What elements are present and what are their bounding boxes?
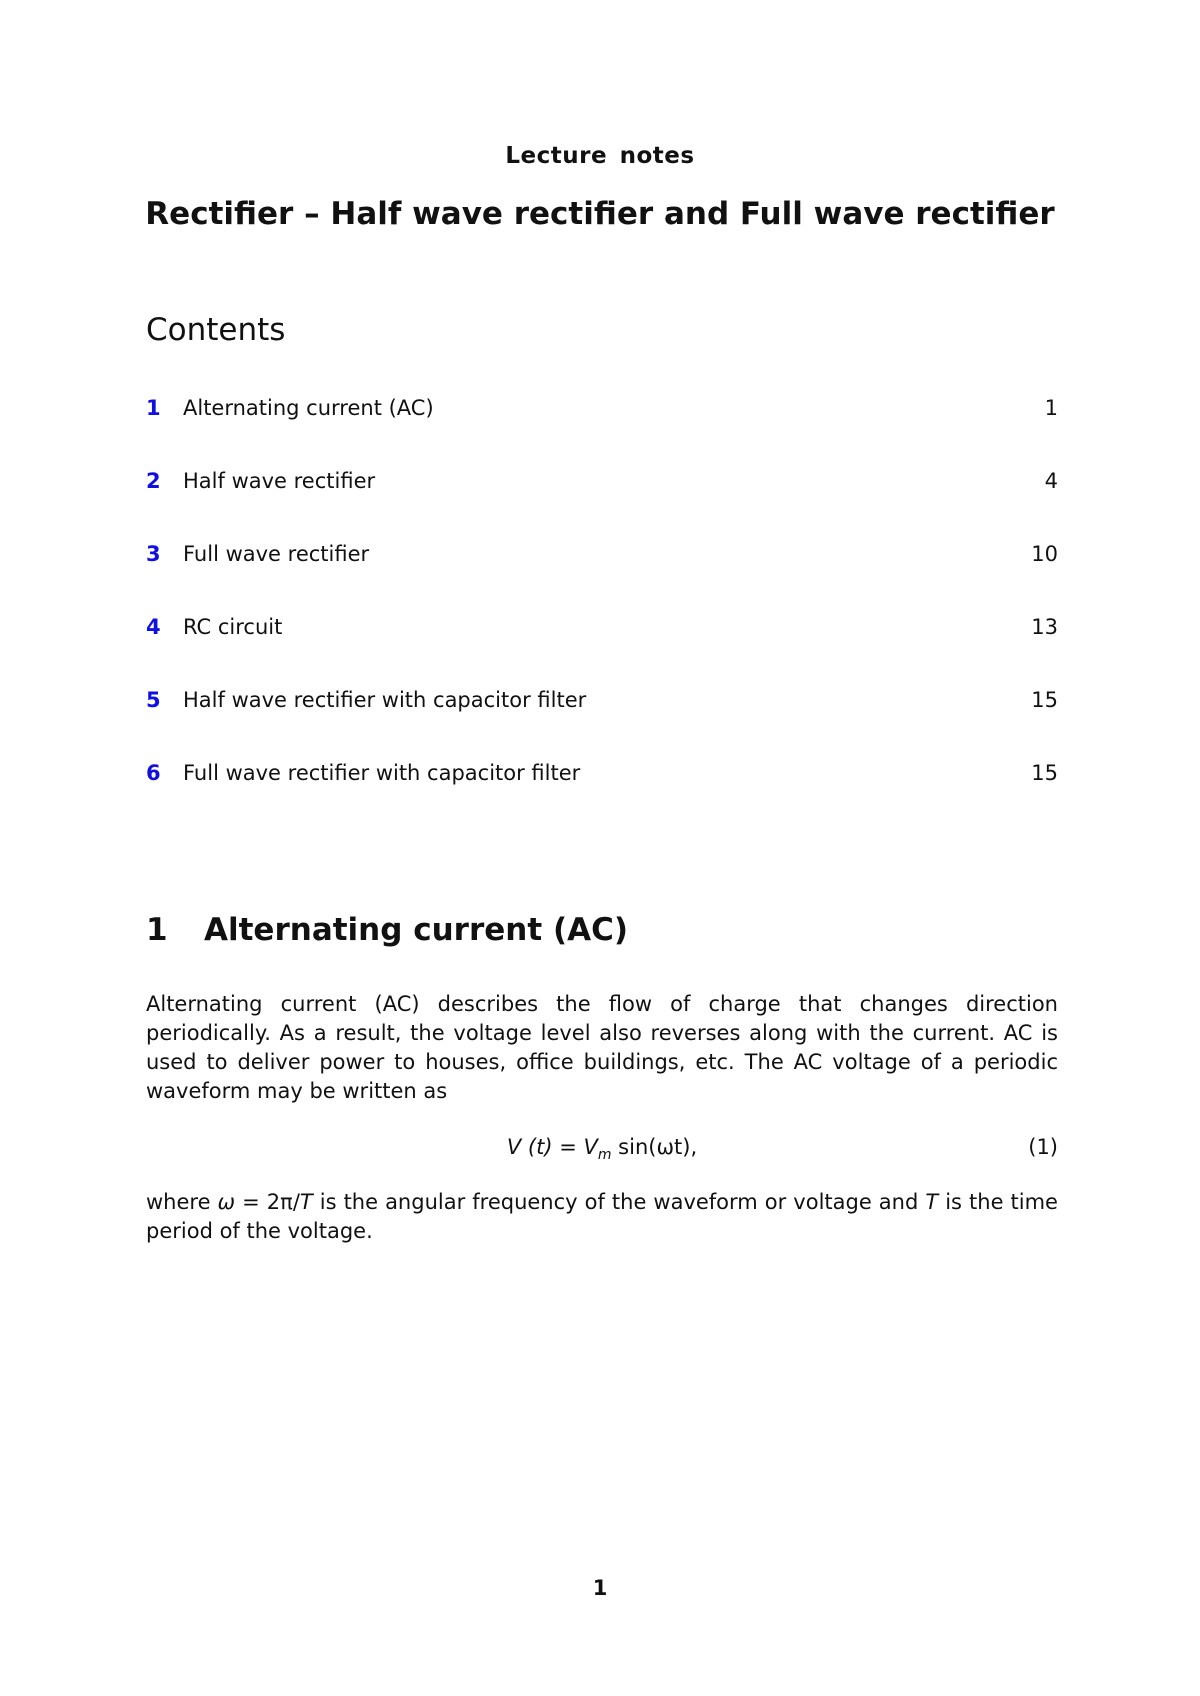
- period-symbol: T: [925, 1190, 939, 1214]
- toc-entry-number[interactable]: 5: [146, 688, 161, 712]
- equation-vm: V: [583, 1135, 598, 1159]
- document-supertitle: Lecture notes: [505, 143, 695, 169]
- toc-entry-label[interactable]: RC circuit: [183, 615, 283, 639]
- contents-heading: Contents: [146, 312, 286, 348]
- toc-entry[interactable]: [146, 539, 1058, 569]
- toc-entry-label[interactable]: Alternating current (AC): [183, 396, 434, 420]
- page-number: 1: [592, 1576, 608, 1600]
- toc-entry[interactable]: [146, 393, 1058, 423]
- toc-entry-page[interactable]: 10: [1031, 542, 1058, 566]
- omega-symbol: ω: [217, 1190, 236, 1214]
- period-symbol: T: [299, 1190, 313, 1214]
- section-number: 1: [146, 912, 168, 948]
- toc-entry-page[interactable]: 4: [1044, 469, 1058, 493]
- equation-lhs: V (t): [506, 1135, 553, 1159]
- section-heading: [146, 912, 628, 948]
- toc-entry-number[interactable]: 6: [146, 761, 161, 785]
- toc-entry[interactable]: [146, 758, 1058, 788]
- toc-entry-label[interactable]: Half wave rectifier: [183, 469, 376, 493]
- equation-number: (1): [1028, 1135, 1058, 1159]
- body-paragraph: Alternating current (AC) describes the flow of charge that changes direction periodically. As a result, the voltage level also reverses along with the current. AC is used to deliver power to houses, office buildings, etc. The AC voltage of a periodic waveform may be written as: [146, 992, 1058, 1103]
- toc-entry-page[interactable]: 13: [1031, 615, 1058, 639]
- toc-entry-label[interactable]: Full wave rectifier with capacitor filter: [183, 761, 581, 785]
- toc-entry-label[interactable]: Half wave rectifier with capacitor filter: [183, 688, 587, 712]
- toc-entry-page[interactable]: 1: [1044, 396, 1058, 420]
- equation: [146, 1131, 1058, 1163]
- toc-entry-page[interactable]: 15: [1031, 761, 1058, 785]
- document-title: Rectifier – Half wave rectifier and Full wave rectifier: [145, 196, 1055, 232]
- text-run: where: [146, 1190, 218, 1214]
- text-run: is the time period of the voltage.: [146, 1190, 1065, 1243]
- equation-equals: =: [552, 1135, 584, 1159]
- toc-entry-number[interactable]: 3: [146, 542, 161, 566]
- equation-rhs: sin(ωt),: [611, 1135, 698, 1159]
- toc-entry-number[interactable]: 1: [146, 396, 161, 420]
- text-run: = 2π/: [235, 1190, 300, 1214]
- section-title: Alternating current (AC): [204, 912, 629, 948]
- toc-entry-label[interactable]: Full wave rectifier: [183, 542, 370, 566]
- toc-entry-page[interactable]: 15: [1031, 688, 1058, 712]
- toc-entry-number[interactable]: 2: [146, 469, 161, 493]
- toc-entry-number[interactable]: 4: [146, 615, 161, 639]
- toc-entry[interactable]: [146, 685, 1058, 715]
- toc-entry[interactable]: [146, 612, 1058, 642]
- equation-body: [146, 1131, 1058, 1171]
- toc-entry[interactable]: [146, 466, 1058, 496]
- body-paragraph: [146, 1188, 1065, 1246]
- equation-vm-subscript: m: [597, 1147, 612, 1164]
- text-run: is the angular frequency of the waveform or voltage and: [312, 1190, 926, 1214]
